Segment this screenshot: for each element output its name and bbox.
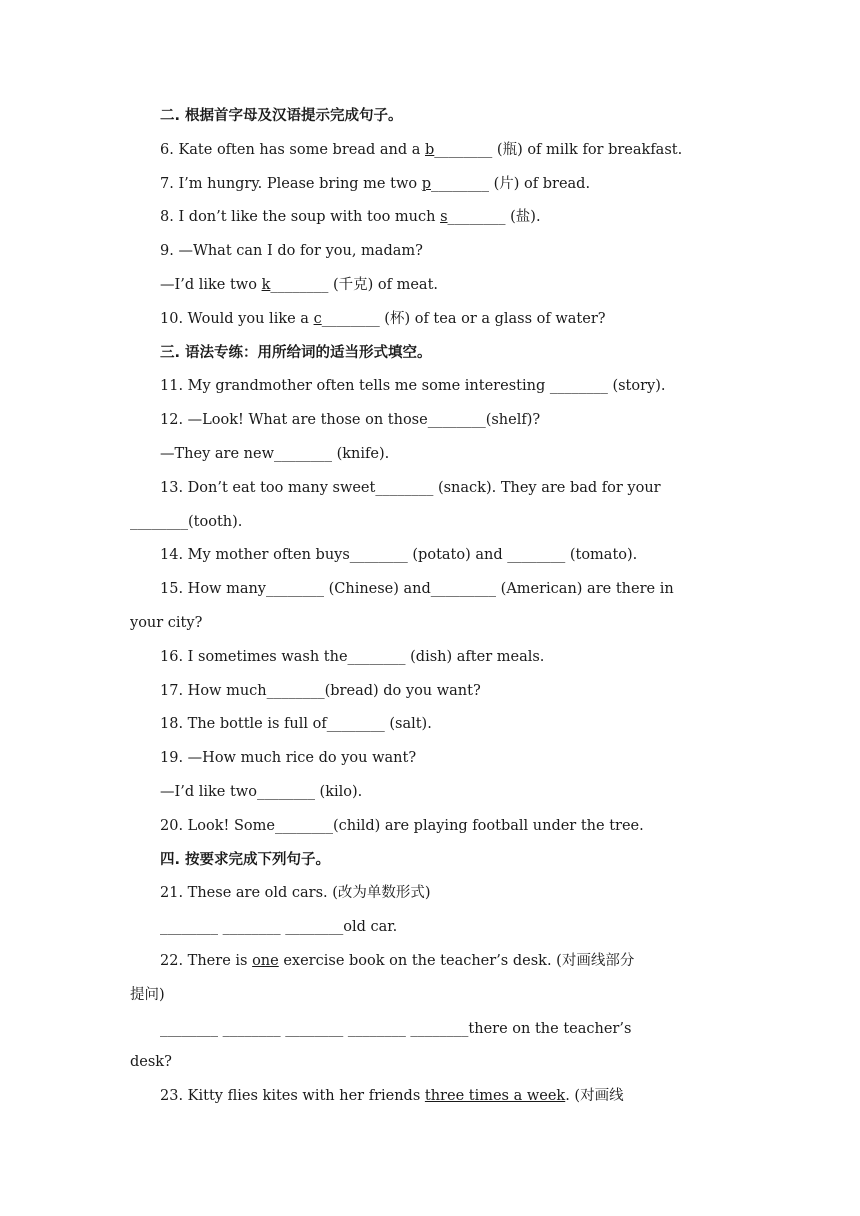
hint-letter: s xyxy=(440,209,448,226)
exercise-line: 14. My mother often buys________ (potato) and ________ (tomato). xyxy=(160,547,638,564)
exercise-line: 10. Would you like a c________ (杯) of tea or a glass of water? xyxy=(160,310,606,327)
section-heading: 四. 按要求完成下列句子。 xyxy=(160,851,331,868)
exercise-line: 18. The bottle is full of________ (salt). xyxy=(160,716,432,733)
underlined-phrase: one xyxy=(252,952,279,969)
hint-letter: k xyxy=(261,276,271,293)
exercise-line: desk? xyxy=(130,1054,172,1071)
hint-letter: p xyxy=(421,175,431,192)
hint-letter: c xyxy=(313,310,322,327)
exercise-line: 16. I sometimes wash the________ (dish) after meals. xyxy=(160,648,545,665)
exercise-line: 12. —Look! What are those on those________(shelf)? xyxy=(160,412,541,429)
exercise-line: 9. —What can I do for you, madam? xyxy=(160,243,423,260)
exercise-line: —They are new________ (knife). xyxy=(160,445,390,462)
exercise-line: 17. How much________(bread) do you want? xyxy=(160,682,481,699)
exercise-line: ________(tooth). xyxy=(130,513,243,530)
exercise-line: 20. Look! Some________(child) are playing football under the tree. xyxy=(160,817,644,834)
exercise-line: ________ ________ ________ ________ ________there on the teacher’s xyxy=(160,1020,632,1037)
exercise-line: 提问) xyxy=(130,986,165,1003)
exercise-line: 23. Kitty flies kites with her friends three times a week. (对画线 xyxy=(160,1088,624,1105)
exercise-line: ________ ________ ________old car. xyxy=(160,919,398,936)
exercise-line: 7. I’m hungry. Please bring me two p________ (片) of bread. xyxy=(160,175,591,192)
exercise-line: 6. Kate often has some bread and a b________ (瓶) of milk for breakfast. xyxy=(160,141,683,158)
exercise-line: —I’d like two________ (kilo). xyxy=(160,783,363,800)
exercise-line: your city? xyxy=(130,614,203,631)
exercise-line: 15. How many________ (Chinese) and_________ (American) are there in xyxy=(160,581,674,598)
exercise-line: 11. My grandmother often tells me some interesting ________ (story). xyxy=(160,378,666,395)
hint-letter: b xyxy=(425,141,435,158)
exercise-line: 13. Don’t eat too many sweet________ (snack). They are bad for your xyxy=(160,479,661,496)
exercise-line: 19. —How much rice do you want? xyxy=(160,750,417,767)
section-heading: 三. 语法专练：用所给词的适当形式填空。 xyxy=(160,344,432,361)
exercise-line: —I’d like two k________ (千克) of meat. xyxy=(160,276,439,293)
exercise-line: 22. There is one exercise book on the teacher’s desk. (对画线部分 xyxy=(160,952,635,969)
section-heading: 二. 根据首字母及汉语提示完成句子。 xyxy=(160,108,403,124)
underlined-phrase: three times a week xyxy=(424,1088,566,1105)
exercise-line: 8. I don’t like the soup with too much s________ (盐). xyxy=(160,209,541,226)
exercise-content xyxy=(130,100,730,1114)
exercise-line: 21. These are old cars. (改为单数形式) xyxy=(160,885,431,902)
